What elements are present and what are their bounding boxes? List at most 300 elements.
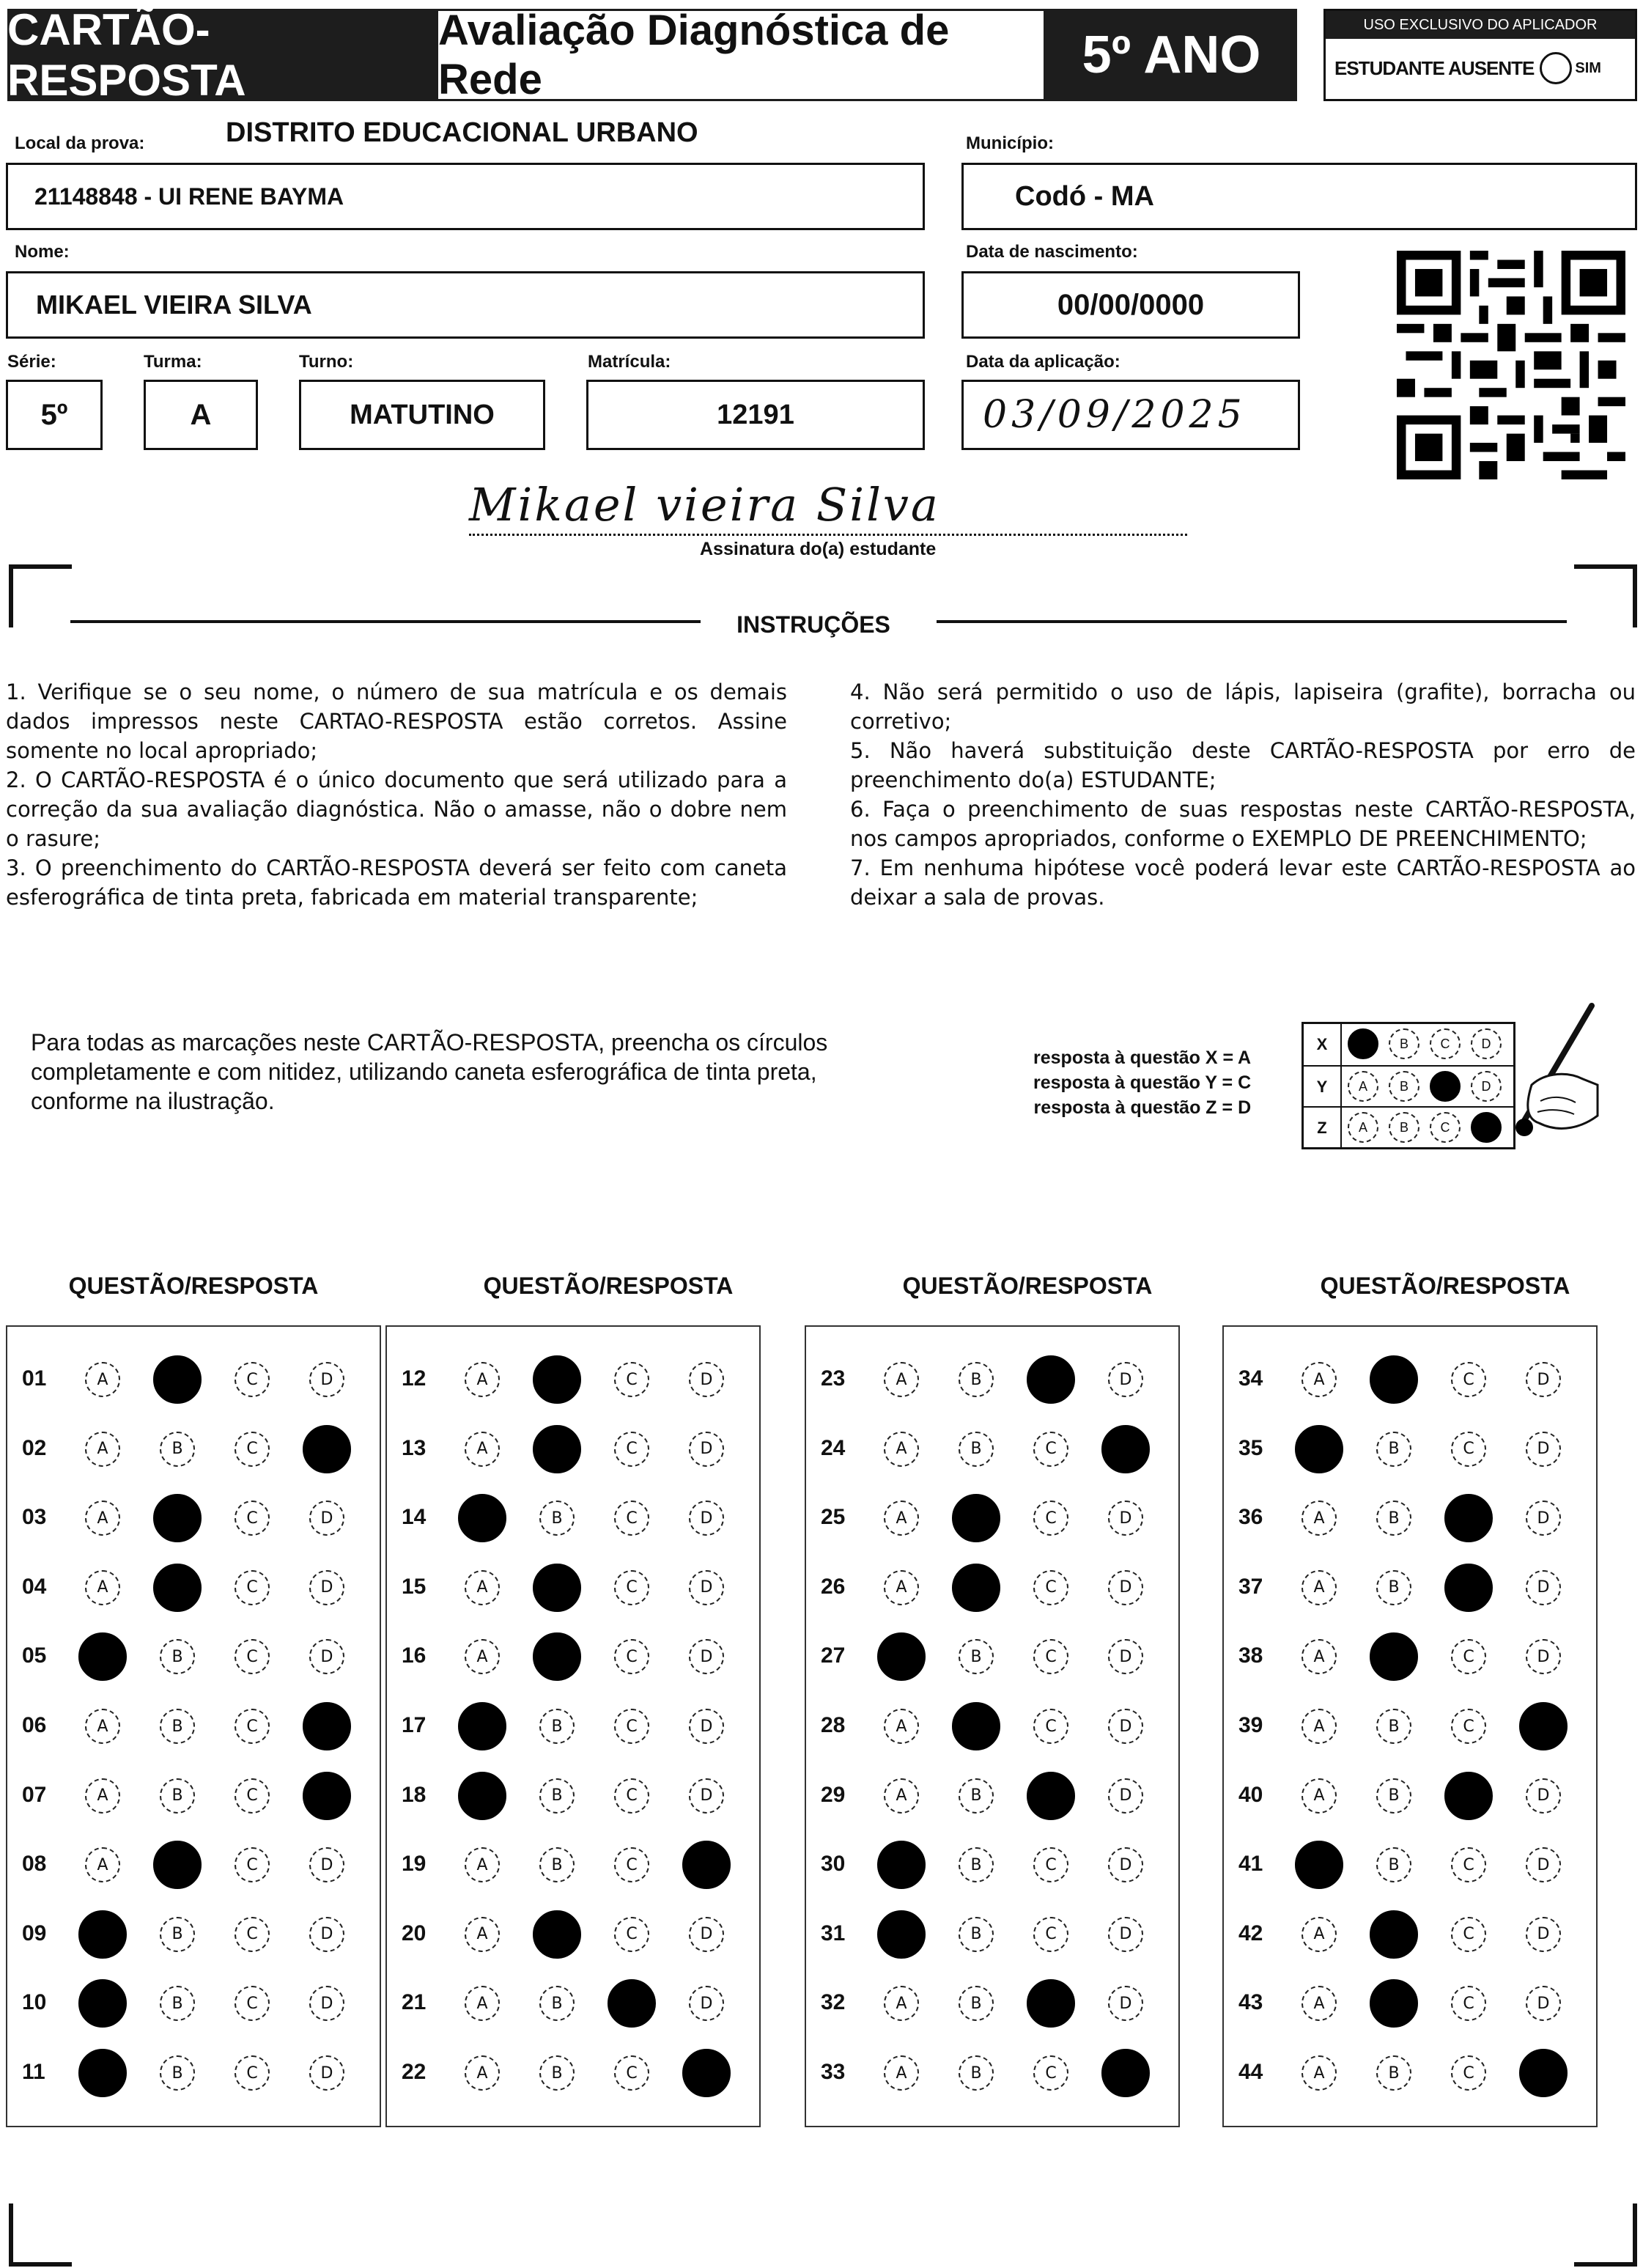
turno-label: Turno:	[299, 352, 354, 372]
answer-bubble-d[interactable]	[1519, 2049, 1568, 2097]
question-row	[387, 1635, 759, 1679]
question-number: 19	[402, 1852, 427, 1877]
question-number: 10	[22, 1990, 47, 2015]
nome-value: MIKAEL VIEIRA SILVA	[36, 290, 312, 320]
answer-bubble-c[interactable]: C	[1033, 1709, 1068, 1744]
answer-bubble-a[interactable]: A	[884, 1362, 919, 1397]
question-row	[7, 1981, 380, 2025]
answer-bubble-d[interactable]: D	[689, 1432, 724, 1467]
answer-bubble-c[interactable]: C	[1451, 2055, 1486, 2091]
answer-bubble-c[interactable]: C	[614, 1917, 649, 1952]
instructions-left	[6, 677, 787, 912]
answer-bubble-d[interactable]: D	[1108, 1570, 1143, 1605]
municipio-value: Codó - MA	[1015, 180, 1154, 212]
question-number: 17	[402, 1713, 427, 1737]
answer-bubble-a[interactable]: A	[465, 1432, 500, 1467]
answer-bubble-a[interactable]	[1295, 1841, 1343, 1889]
absent-checkbox[interactable]	[1540, 52, 1572, 84]
answer-bubble-a[interactable]: A	[1302, 1917, 1337, 1952]
question-row	[387, 1843, 759, 1887]
answer-bubble-b[interactable]	[533, 1910, 581, 1959]
aplicacao-label: Data da aplicação:	[966, 352, 1120, 372]
answer-bubble-d[interactable]: D	[1108, 1778, 1143, 1814]
example-bubble-d: D	[1471, 1071, 1502, 1102]
answer-bubble-b[interactable]	[1370, 1979, 1418, 2028]
example-row	[1304, 1106, 1513, 1149]
answer-bubble-b[interactable]	[952, 1494, 1000, 1542]
answer-bubble-d[interactable]	[1519, 1702, 1568, 1750]
answer-bubble-c[interactable]: C	[235, 1986, 270, 2021]
question-number: 16	[402, 1643, 427, 1668]
answer-bubble-d[interactable]	[303, 1702, 351, 1750]
question-number: 15	[402, 1574, 427, 1599]
applicator-box	[1323, 9, 1637, 101]
answer-bubble-d[interactable]: D	[1526, 1917, 1561, 1952]
question-row	[1224, 1566, 1596, 1610]
answer-bubble-a[interactable]: A	[1302, 1639, 1337, 1674]
question-number: 27	[821, 1643, 846, 1668]
question-number: 44	[1238, 2060, 1263, 2084]
answer-bubble-c[interactable]: C	[614, 1362, 649, 1397]
answer-bubble-b[interactable]: B	[539, 2055, 575, 2091]
answer-bubble-c[interactable]: C	[235, 1362, 270, 1397]
question-row	[1224, 1774, 1596, 1818]
answer-bubble-a[interactable]: A	[884, 2055, 919, 2091]
question-row	[7, 1843, 380, 1887]
answer-bubble-d[interactable]: D	[689, 1501, 724, 1536]
answer-bubble-c[interactable]: C	[614, 1570, 649, 1605]
answer-bubble-c[interactable]: C	[1033, 1501, 1068, 1536]
answer-bubble-d[interactable]: D	[1526, 1362, 1561, 1397]
answer-bubble-a[interactable]: A	[884, 1432, 919, 1467]
signature-line	[469, 534, 1187, 536]
exam-title: Avaliação Diagnóstica de Rede	[436, 9, 1046, 101]
turma-value: A	[190, 398, 212, 431]
corner-bottom-right	[1574, 2203, 1637, 2267]
question-row	[7, 1635, 380, 1679]
question-number: 35	[1238, 1435, 1263, 1460]
answer-bubble-c[interactable]: C	[1451, 1986, 1486, 2021]
answer-bubble-b[interactable]	[533, 1632, 581, 1681]
answer-bubble-c[interactable]: C	[614, 2055, 649, 2091]
answer-bubble-c[interactable]: C	[235, 1501, 270, 1536]
answer-bubble-b[interactable]: B	[1376, 1709, 1411, 1744]
answer-bubble-b[interactable]: B	[959, 1986, 994, 2021]
question-panel	[385, 1325, 761, 2127]
turno-value: MATUTINO	[350, 399, 495, 430]
answer-bubble-a[interactable]: A	[884, 1778, 919, 1814]
question-row	[1224, 1427, 1596, 1471]
answer-bubble-a[interactable]: A	[1302, 1501, 1337, 1536]
answer-bubble-c[interactable]: C	[1033, 1917, 1068, 1952]
answer-bubble-c[interactable]	[1444, 1494, 1493, 1542]
answer-bubble-b[interactable]: B	[959, 1639, 994, 1674]
answer-bubble-d[interactable]	[1101, 2049, 1150, 2097]
example-row-label: Y	[1304, 1067, 1342, 1108]
answer-bubble-c[interactable]: C	[235, 1917, 270, 1952]
answer-bubble-d[interactable]: D	[1108, 1917, 1143, 1952]
answer-bubble-c[interactable]: C	[235, 1639, 270, 1674]
question-number: 20	[402, 1921, 427, 1945]
answer-bubble-d[interactable]: D	[309, 1639, 344, 1674]
answer-bubble-b[interactable]: B	[959, 1362, 994, 1397]
answer-bubble-d[interactable]: D	[689, 1362, 724, 1397]
answer-bubble-b[interactable]	[153, 1355, 202, 1404]
instruction-2: 2. O CARTÃO-RESPOSTA é o único documento que será utilizado para a correção da sua avaliação diagnóstica. Não o amasse, não o dobre nem o rasure;	[6, 767, 787, 851]
nascimento-value: 00/00/0000	[1057, 288, 1205, 321]
absent-option: SIM	[1575, 59, 1601, 76]
question-number: 43	[1238, 1990, 1263, 2015]
instruction-6: 6. Faça o preenchimento de suas respostas neste CARTÃO-RESPOSTA, nos campos apropriados, conforme o EXEMPLO DE PREENCHIMENTO;	[850, 797, 1636, 851]
answer-bubble-c[interactable]: C	[235, 1432, 270, 1467]
answer-bubble-c[interactable]: C	[614, 1432, 649, 1467]
answer-bubble-b[interactable]	[153, 1564, 202, 1612]
answer-bubble-d[interactable]: D	[309, 1986, 344, 2021]
answer-bubble-a[interactable]	[877, 1910, 926, 1959]
answer-bubble-d[interactable]: D	[1526, 1432, 1561, 1467]
example-bubble-b: B	[1389, 1028, 1419, 1059]
question-number: 01	[22, 1366, 47, 1391]
question-number: 14	[402, 1505, 427, 1530]
pen-hand-icon	[1495, 998, 1605, 1152]
question-number: 32	[821, 1990, 846, 2015]
answer-bubble-a[interactable]: A	[1302, 1986, 1337, 2021]
answer-bubble-c[interactable]	[1027, 1355, 1075, 1404]
answer-bubble-a[interactable]	[458, 1772, 506, 1820]
question-row	[387, 1496, 759, 1540]
question-number: 13	[402, 1435, 427, 1460]
serie-label: Série:	[7, 352, 56, 372]
question-row	[1224, 1912, 1596, 1956]
answer-bubble-c[interactable]	[1444, 1564, 1493, 1612]
answer-bubble-d[interactable]: D	[309, 1501, 344, 1536]
answer-bubble-a[interactable]: A	[884, 1986, 919, 2021]
question-row	[1224, 1358, 1596, 1402]
answer-bubble-c[interactable]: C	[1033, 2055, 1068, 2091]
question-row	[7, 1358, 380, 1402]
answer-bubble-d[interactable]	[303, 1425, 351, 1473]
answer-bubble-d[interactable]: D	[1108, 1709, 1143, 1744]
answer-bubble-a[interactable]	[78, 2049, 127, 2097]
nome-field	[6, 271, 925, 339]
answer-bubble-c[interactable]: C	[1451, 1709, 1486, 1744]
question-number: 41	[1238, 1852, 1263, 1877]
answer-bubble-b[interactable]: B	[1376, 1432, 1411, 1467]
question-row	[806, 1704, 1178, 1748]
question-row	[7, 1566, 380, 1610]
question-row	[7, 1704, 380, 1748]
nascimento-label: Data de nascimento:	[966, 242, 1138, 262]
question-row	[806, 1981, 1178, 2025]
question-number: 42	[1238, 1921, 1263, 1945]
answer-bubble-c[interactable]	[608, 1979, 656, 2028]
example-bubble-c	[1430, 1071, 1461, 1102]
answer-bubble-a[interactable]: A	[85, 1847, 120, 1882]
answer-bubble-b[interactable]	[952, 1702, 1000, 1750]
question-number: 24	[821, 1435, 846, 1460]
answer-bubble-c[interactable]: C	[1033, 1847, 1068, 1882]
question-number: 36	[1238, 1505, 1263, 1530]
serie-field	[6, 380, 103, 450]
answer-bubble-d[interactable]: D	[309, 2055, 344, 2091]
answer-bubble-d[interactable]: D	[1526, 1639, 1561, 1674]
answer-bubble-a[interactable]: A	[85, 1778, 120, 1814]
instructions-rule-left	[70, 620, 701, 623]
answer-bubble-a[interactable]: A	[1302, 1570, 1337, 1605]
answer-bubble-a[interactable]: A	[465, 1986, 500, 2021]
answer-bubble-a[interactable]: A	[465, 1639, 500, 1674]
answer-bubble-a[interactable]	[1295, 1425, 1343, 1473]
answer-bubble-b[interactable]	[153, 1494, 202, 1542]
serie-value: 5º	[40, 398, 68, 431]
answer-bubble-a[interactable]	[877, 1841, 926, 1889]
corner-bottom-left	[9, 2203, 72, 2267]
answer-bubble-b[interactable]: B	[959, 1917, 994, 1952]
question-number: 26	[821, 1574, 846, 1599]
question-number: 25	[821, 1505, 846, 1530]
answer-bubble-a[interactable]: A	[884, 1501, 919, 1536]
answer-bubble-c[interactable]: C	[614, 1501, 649, 1536]
answer-bubble-b[interactable]: B	[1376, 1847, 1411, 1882]
answer-bubble-c[interactable]: C	[235, 1570, 270, 1605]
answer-bubble-a[interactable]	[458, 1702, 506, 1750]
answer-bubble-a[interactable]	[78, 1979, 127, 2028]
answer-bubble-d[interactable]: D	[1526, 1778, 1561, 1814]
answer-bubble-d[interactable]	[1101, 1425, 1150, 1473]
answer-bubble-a[interactable]: A	[465, 1917, 500, 1952]
answer-bubble-a[interactable]: A	[465, 1847, 500, 1882]
answer-bubble-c[interactable]: C	[614, 1847, 649, 1882]
answer-bubble-b[interactable]	[1370, 1355, 1418, 1404]
answer-bubble-b[interactable]: B	[539, 1778, 575, 1814]
answer-bubble-c[interactable]: C	[235, 1778, 270, 1814]
answer-bubble-c[interactable]	[1027, 1772, 1075, 1820]
answer-bubble-a[interactable]: A	[465, 1570, 500, 1605]
answer-bubble-b[interactable]: B	[160, 1709, 195, 1744]
matricula-field	[586, 380, 925, 450]
answer-bubble-a[interactable]: A	[85, 1432, 120, 1467]
answer-bubble-c[interactable]: C	[1451, 1362, 1486, 1397]
question-number: 06	[22, 1713, 47, 1737]
answer-bubble-c[interactable]: C	[1451, 1432, 1486, 1467]
question-row	[806, 2051, 1178, 2095]
answer-bubble-b[interactable]: B	[959, 1847, 994, 1882]
instruction-7: 7. Em nenhuma hipótese você poderá levar este CARTÃO-RESPOSTA ao deixar a sala de provas.	[850, 855, 1636, 910]
question-row	[806, 1843, 1178, 1887]
instructions-rule-right	[937, 620, 1567, 623]
answer-bubble-c[interactable]	[1027, 1979, 1075, 2028]
answer-bubble-c[interactable]: C	[235, 2055, 270, 2091]
question-row	[1224, 1496, 1596, 1540]
answer-bubble-b[interactable]: B	[160, 1986, 195, 2021]
question-row	[806, 1635, 1178, 1679]
question-row	[387, 1704, 759, 1748]
answer-bubble-d[interactable]: D	[689, 1778, 724, 1814]
answer-bubble-b[interactable]: B	[1376, 1778, 1411, 1814]
answer-bubble-b[interactable]	[153, 1841, 202, 1889]
question-column-title: QUESTÃO/RESPOSTA	[483, 1273, 734, 1299]
answer-bubble-b[interactable]	[533, 1425, 581, 1473]
question-panel	[805, 1325, 1180, 2127]
answer-bubble-b[interactable]: B	[539, 1709, 575, 1744]
answer-bubble-d[interactable]: D	[1108, 1362, 1143, 1397]
answer-bubble-a[interactable]: A	[85, 1709, 120, 1744]
answer-bubble-d[interactable]: D	[689, 1570, 724, 1605]
example-bubble-c: C	[1430, 1028, 1461, 1059]
answer-bubble-b[interactable]: B	[539, 1847, 575, 1882]
answer-bubble-d[interactable]: D	[309, 1362, 344, 1397]
answer-bubble-d[interactable]: D	[1108, 1986, 1143, 2021]
answer-bubble-a[interactable]: A	[1302, 1778, 1337, 1814]
answer-bubble-a[interactable]	[78, 1632, 127, 1681]
answer-bubble-d[interactable]: D	[1108, 1639, 1143, 1674]
answer-bubble-a[interactable]: A	[465, 1362, 500, 1397]
question-row	[7, 2051, 380, 2095]
question-number: 30	[821, 1852, 846, 1877]
answer-bubble-d[interactable]	[682, 2049, 731, 2097]
answer-bubble-c[interactable]: C	[1033, 1639, 1068, 1674]
example-bubble-a: A	[1348, 1071, 1378, 1102]
nascimento-field	[961, 271, 1300, 339]
question-number: 31	[821, 1921, 846, 1945]
question-row	[1224, 2051, 1596, 2095]
answer-bubble-b[interactable]: B	[160, 1639, 195, 1674]
answer-bubble-c[interactable]	[1444, 1772, 1493, 1820]
answer-bubble-a[interactable]: A	[85, 1362, 120, 1397]
question-row	[7, 1427, 380, 1471]
answer-bubble-d[interactable]: D	[1526, 1847, 1561, 1882]
answer-bubble-a[interactable]: A	[1302, 1709, 1337, 1744]
qr-code-icon	[1397, 251, 1625, 479]
question-row	[387, 2051, 759, 2095]
answer-bubble-b[interactable]	[1370, 1632, 1418, 1681]
example-legend	[1033, 1045, 1251, 1120]
answer-bubble-b[interactable]: B	[959, 1778, 994, 1814]
example-text: Para todas as marcações neste CARTÃO-RESPOSTA, preencha os círculos completamente e com nitidez, utilizando caneta esferográfica de tinta preta, conforme na ilustração.	[31, 1029, 828, 1114]
answer-bubble-c[interactable]: C	[1451, 1917, 1486, 1952]
example-bubble-a	[1348, 1028, 1378, 1059]
answer-bubble-a[interactable]: A	[884, 1709, 919, 1744]
example-grid	[1302, 1022, 1515, 1149]
answer-bubble-b[interactable]: B	[160, 1917, 195, 1952]
answer-bubble-d[interactable]	[303, 1772, 351, 1820]
example-legend-y: resposta à questão Y = C	[1033, 1072, 1252, 1093]
answer-bubble-b[interactable]	[1370, 1910, 1418, 1959]
answer-bubble-b[interactable]: B	[160, 1432, 195, 1467]
question-number: 18	[402, 1782, 427, 1807]
answer-bubble-a[interactable]: A	[85, 1570, 120, 1605]
answer-bubble-d[interactable]: D	[1526, 1501, 1561, 1536]
absent-label: ESTUDANTE AUSENTE	[1334, 56, 1535, 79]
question-row	[387, 1981, 759, 2025]
answer-bubble-b[interactable]: B	[160, 1778, 195, 1814]
question-row	[387, 1358, 759, 1402]
answer-bubble-c[interactable]: C	[1451, 1847, 1486, 1882]
answer-bubble-c[interactable]: C	[614, 1709, 649, 1744]
question-number: 02	[22, 1435, 47, 1460]
example-row-label: X	[1304, 1024, 1342, 1065]
answer-bubble-b[interactable]: B	[539, 1501, 575, 1536]
answer-bubble-c[interactable]: C	[235, 1847, 270, 1882]
answer-bubble-c[interactable]: C	[614, 1639, 649, 1674]
answer-bubble-a[interactable]: A	[1302, 1362, 1337, 1397]
question-number: 22	[402, 2060, 427, 2084]
answer-bubble-b[interactable]	[533, 1355, 581, 1404]
answer-bubble-a[interactable]	[458, 1494, 506, 1542]
answer-bubble-d[interactable]: D	[1108, 1847, 1143, 1882]
answer-bubble-d[interactable]: D	[1108, 1501, 1143, 1536]
question-row	[806, 1496, 1178, 1540]
question-number: 28	[821, 1713, 846, 1737]
question-row	[387, 1566, 759, 1610]
answer-bubble-b[interactable]: B	[1376, 2055, 1411, 2091]
question-number: 04	[22, 1574, 47, 1599]
answer-bubble-b[interactable]: B	[959, 1432, 994, 1467]
answer-bubble-c[interactable]: C	[614, 1778, 649, 1814]
answer-bubble-d[interactable]: D	[689, 1709, 724, 1744]
answer-bubble-d[interactable]: D	[309, 1847, 344, 1882]
answer-bubble-b[interactable]: B	[160, 2055, 195, 2091]
question-number: 39	[1238, 1713, 1263, 1737]
question-panel	[6, 1325, 381, 2127]
question-panel	[1222, 1325, 1598, 2127]
answer-bubble-d[interactable]: D	[689, 1986, 724, 2021]
answer-bubble-b[interactable]	[952, 1564, 1000, 1612]
question-row	[806, 1566, 1178, 1610]
signature-label: Assinatura do(a) estudante	[700, 539, 937, 559]
answer-bubble-d[interactable]: D	[309, 1570, 344, 1605]
answer-bubble-b[interactable]: B	[539, 1986, 575, 2021]
answer-bubble-c[interactable]: C	[1033, 1432, 1068, 1467]
question-row	[7, 1774, 380, 1818]
example-bubble-c: C	[1430, 1112, 1461, 1143]
answer-bubble-c[interactable]: C	[1033, 1570, 1068, 1605]
answer-bubble-a[interactable]	[877, 1632, 926, 1681]
answer-bubble-a[interactable]: A	[465, 2055, 500, 2091]
answer-bubble-a[interactable]: A	[1302, 2055, 1337, 2091]
question-number: 34	[1238, 1366, 1263, 1391]
answer-bubble-a[interactable]: A	[884, 1570, 919, 1605]
answer-bubble-b[interactable]: B	[1376, 1570, 1411, 1605]
aplicacao-value: 03/09/2025	[983, 393, 1247, 437]
question-number: 37	[1238, 1574, 1263, 1599]
question-number: 03	[22, 1505, 47, 1530]
answer-bubble-c[interactable]: C	[1451, 1639, 1486, 1674]
nome-label: Nome:	[15, 242, 70, 262]
answer-bubble-d[interactable]: D	[309, 1917, 344, 1952]
answer-bubble-d[interactable]: D	[689, 1639, 724, 1674]
answer-bubble-b[interactable]	[533, 1564, 581, 1612]
answer-bubble-a[interactable]: A	[85, 1501, 120, 1536]
question-column-title: QUESTÃO/RESPOSTA	[68, 1273, 319, 1299]
instruction-3: 3. O preenchimento do CARTÃO-RESPOSTA deverá ser feito com caneta esferográfica de tinta preta, fabricada em material transparente;	[6, 855, 787, 910]
local-value: 21148848 - UI RENE BAYMA	[34, 183, 344, 210]
answer-bubble-d[interactable]	[682, 1841, 731, 1889]
question-number: 11	[22, 2060, 45, 2084]
question-column-title: QUESTÃO/RESPOSTA	[902, 1273, 1153, 1299]
absent-row	[1334, 52, 1601, 84]
question-row	[806, 1358, 1178, 1402]
answer-bubble-b[interactable]: B	[959, 2055, 994, 2091]
answer-bubble-d[interactable]: D	[1526, 1570, 1561, 1605]
municipio-field	[961, 163, 1637, 230]
answer-bubble-d[interactable]: D	[1526, 1986, 1561, 2021]
answer-bubble-a[interactable]	[78, 1910, 127, 1959]
answer-bubble-b[interactable]: B	[1376, 1501, 1411, 1536]
answer-bubble-c[interactable]: C	[235, 1709, 270, 1744]
answer-bubble-d[interactable]: D	[689, 1917, 724, 1952]
grade-badge: 5º ANO	[1046, 9, 1297, 101]
